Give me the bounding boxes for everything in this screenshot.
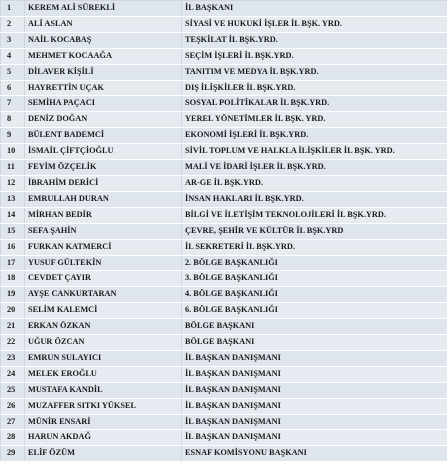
member-name-cell: MELEK EROĞLU [25, 366, 182, 382]
member-role-cell: İL BAŞKANI [182, 1, 447, 17]
row-number-cell: 28 [1, 430, 25, 446]
member-name-cell: MÜNİR ENSARİ [25, 414, 182, 430]
table-row [1, 128, 447, 144]
table-row [1, 287, 447, 303]
member-role-cell: TANITIM VE MEDYA İL BŞK.YRD. [182, 64, 447, 80]
table-row [1, 80, 447, 96]
table-row [1, 414, 447, 430]
row-number-cell: 24 [1, 366, 25, 382]
member-role-cell: SİYASİ VE HUKUKİ İŞLER İL BŞK. YRD. [182, 16, 447, 32]
row-number-cell: 1 [1, 1, 25, 17]
table-row [1, 398, 447, 414]
row-number-cell: 21 [1, 319, 25, 335]
member-role-cell: ÇEVRE, ŞEHİR VE KÜLTÜR İL BŞK.YRD [182, 223, 447, 239]
member-name-cell: MUSTAFA KANDİL [25, 382, 182, 398]
row-number-cell: 8 [1, 112, 25, 128]
table-row [1, 32, 447, 48]
member-role-cell: MALİ VE İDARİ İŞLER İL BŞK.YRD. [182, 160, 447, 176]
row-number-cell: 14 [1, 207, 25, 223]
row-number-cell: 29 [1, 446, 25, 462]
member-name-cell: DİLAVER KİŞİLİ [25, 64, 182, 80]
member-role-cell: SEÇİM İŞLERİ İL BŞK.YRD. [182, 48, 447, 64]
member-name-cell: SEMİHA PAÇACI [25, 96, 182, 112]
member-role-cell: EKONOMİ İŞLERİ İL BŞK.YRD. [182, 128, 447, 144]
table-row [1, 255, 447, 271]
member-role-cell: İL BAŞKAN DANIŞMANI [182, 414, 447, 430]
member-role-cell: 4. BÖLGE BAŞKANLIĞI [182, 287, 447, 303]
member-role-cell: 2. BÖLGE BAŞKANLIĞI [182, 255, 447, 271]
member-role-cell: 6. BÖLGE BAŞKANLIĞI [182, 303, 447, 319]
member-role-cell: İL BAŞKAN DANIŞMANI [182, 430, 447, 446]
member-role-cell: İL BAŞKAN DANIŞMANI [182, 366, 447, 382]
row-number-cell: 13 [1, 191, 25, 207]
table-row [1, 160, 447, 176]
row-number-cell: 10 [1, 144, 25, 160]
member-name-cell: YUSUF GÜLTEKİN [25, 255, 182, 271]
member-role-cell: BİLGİ VE İLETİŞİM TEKNOLOJİLERİ İL BŞK.YRD. [182, 207, 447, 223]
row-number-cell: 7 [1, 96, 25, 112]
table-row [1, 16, 447, 32]
row-number-cell: 5 [1, 64, 25, 80]
member-name-cell: ALİ ASLAN [25, 16, 182, 32]
member-name-cell: SELİM KALEMCİ [25, 303, 182, 319]
member-name-cell: EMRUN SULAYICI [25, 350, 182, 366]
member-role-cell: BÖLGE BAŞKANI [182, 335, 447, 351]
table-row [1, 335, 447, 351]
table-row [1, 112, 447, 128]
member-name-cell: EMRULLAH DURAN [25, 191, 182, 207]
row-number-cell: 9 [1, 128, 25, 144]
row-number-cell: 18 [1, 271, 25, 287]
member-role-cell: DIŞ İLİŞKİLER İL BŞK.YRD. [182, 80, 447, 96]
table-row [1, 175, 447, 191]
member-role-cell: SOSYAL POLİTİKALAR İL BŞK.YRD. [182, 96, 447, 112]
member-role-cell: İL BAŞKAN DANIŞMANI [182, 382, 447, 398]
row-number-cell: 11 [1, 160, 25, 176]
member-name-cell: MİRHAN BEDİR [25, 207, 182, 223]
member-name-cell: İBRAHİM DERİCİ [25, 175, 182, 191]
row-number-cell: 15 [1, 223, 25, 239]
member-name-cell: UĞUR ÖZCAN [25, 335, 182, 351]
table-row [1, 223, 447, 239]
member-name-cell: İSMAİL ÇİFTÇİOĞLU [25, 144, 182, 160]
table-row [1, 191, 447, 207]
member-name-cell: KEREM ALİ SÜREKLİ [25, 1, 182, 17]
table-row [1, 319, 447, 335]
member-role-cell: İL SEKRETERİ İL BŞK.YRD. [182, 239, 447, 255]
member-name-cell: SEFA ŞAHİN [25, 223, 182, 239]
member-role-cell: AR-GE İL BŞK.YRD. [182, 175, 447, 191]
member-role-cell: YEREL YÖNETİMLER İL BŞK. YRD. [182, 112, 447, 128]
table-row [1, 271, 447, 287]
row-number-cell: 3 [1, 32, 25, 48]
row-number-cell: 19 [1, 287, 25, 303]
table-row [1, 96, 447, 112]
member-name-cell: ELİF ÖZÜM [25, 446, 182, 462]
table-row [1, 207, 447, 223]
row-number-cell: 6 [1, 80, 25, 96]
member-role-cell: İNSAN HAKLARI İL BŞK.YRD. [182, 191, 447, 207]
table-row [1, 239, 447, 255]
member-role-cell: İL BAŞKAN DANIŞMANI [182, 350, 447, 366]
table-row [1, 303, 447, 319]
member-role-cell: SİVİL TOPLUM VE HALKLA İLİŞKİLER İL BŞK. YRD. [182, 144, 447, 160]
row-number-cell: 26 [1, 398, 25, 414]
member-name-cell: FEYİM ÖZÇELİK [25, 160, 182, 176]
row-number-cell: 4 [1, 48, 25, 64]
member-name-cell: HAYRETTİN UÇAK [25, 80, 182, 96]
table-row [1, 446, 447, 462]
member-name-cell: AYŞE CANKURTARAN [25, 287, 182, 303]
member-name-cell: NAİL KOCABAŞ [25, 32, 182, 48]
row-number-cell: 27 [1, 414, 25, 430]
member-role-cell: ESNAF KOMİSYONU BAŞKANI [182, 446, 447, 462]
member-role-cell: TEŞKİLAT İL BŞK.YRD. [182, 32, 447, 48]
member-name-cell: DENİZ DOĞAN [25, 112, 182, 128]
table-row [1, 144, 447, 160]
member-name-cell: MUZAFFER SITKI YÜKSEL [25, 398, 182, 414]
member-table-body [1, 1, 447, 462]
table-row [1, 48, 447, 64]
row-number-cell: 16 [1, 239, 25, 255]
member-role-cell: 3. BÖLGE BAŞKANLIĞI [182, 271, 447, 287]
member-name-cell: HARUN AKDAĞ [25, 430, 182, 446]
member-role-cell: İL BAŞKAN DANIŞMANI [182, 398, 447, 414]
member-name-cell: FURKAN KATMERCİ [25, 239, 182, 255]
table-row [1, 382, 447, 398]
row-number-cell: 17 [1, 255, 25, 271]
table-row [1, 430, 447, 446]
table-row [1, 366, 447, 382]
member-name-cell: CEVDET ÇAYIR [25, 271, 182, 287]
row-number-cell: 20 [1, 303, 25, 319]
member-name-cell: MEHMET KOCAAĞA [25, 48, 182, 64]
member-name-cell: ERKAN ÖZKAN [25, 319, 182, 335]
member-name-cell: BÜLENT BADEMCİ [25, 128, 182, 144]
member-role-cell: BÖLGE BAŞKANI [182, 319, 447, 335]
row-number-cell: 25 [1, 382, 25, 398]
row-number-cell: 2 [1, 16, 25, 32]
row-number-cell: 23 [1, 350, 25, 366]
row-number-cell: 12 [1, 175, 25, 191]
table-row [1, 350, 447, 366]
table-row [1, 64, 447, 80]
table-row [1, 1, 447, 17]
row-number-cell: 22 [1, 335, 25, 351]
